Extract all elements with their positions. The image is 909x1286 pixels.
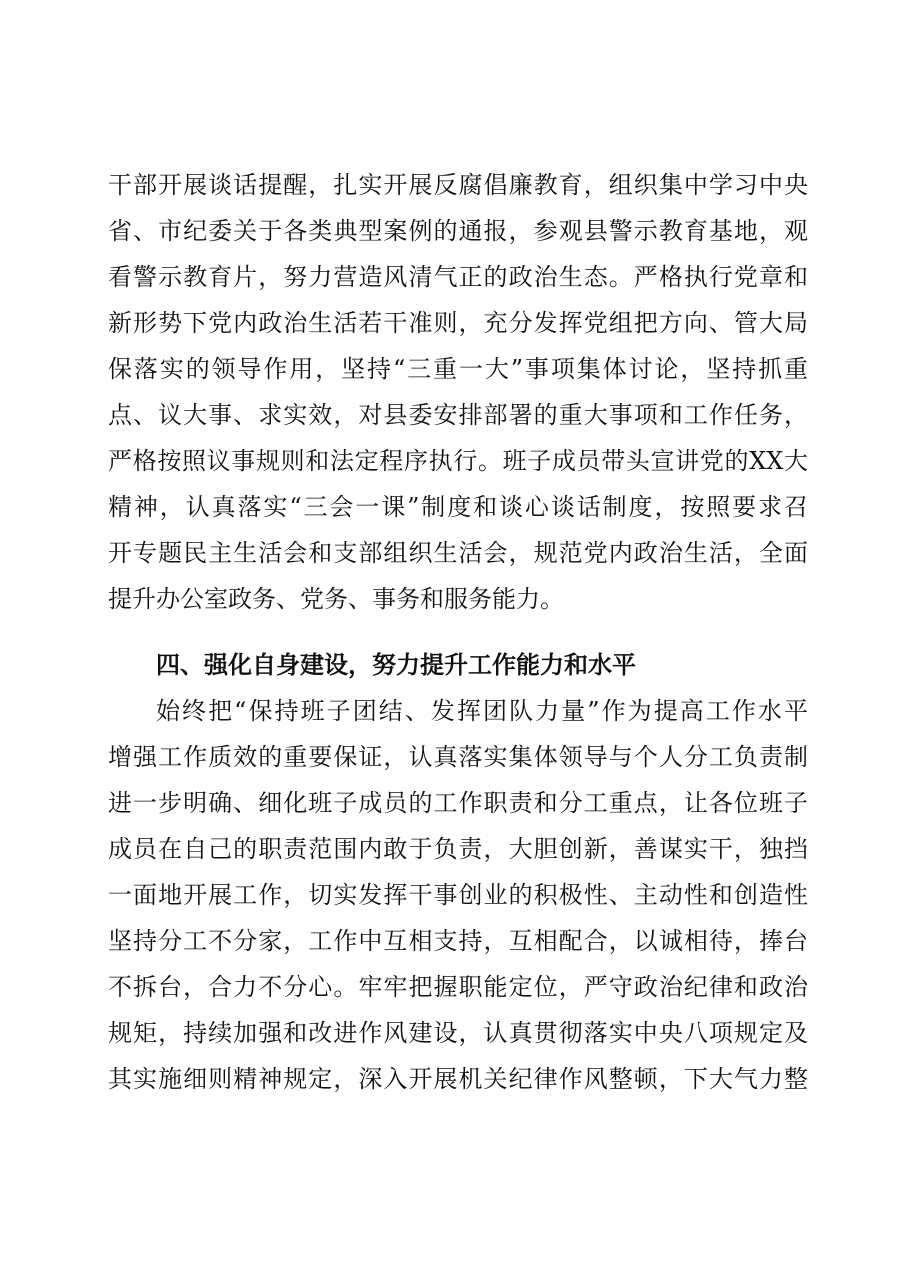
- text-line: 提升办公室政务、党务、事务和服务能力。: [108, 585, 564, 613]
- text-line: 严格按照议事规则和法定程序执行。班子成员带头宣讲党的XX大: [108, 447, 808, 475]
- text-line: 其实施细则精神规定，深入开展机关纪律作风整顿，下大气力整: [108, 1065, 808, 1093]
- text-line: 精神，认真落实“三会一课”制度和谈心谈话制度，按照要求召: [108, 493, 808, 521]
- text-line: 一面地开展工作，切实发挥干事创业的积极性、主动性和创造性: [108, 881, 808, 909]
- text-line: 始终把“保持班子团结、发挥团队力量”作为提高工作水平: [156, 697, 808, 725]
- text-line: 进一步明确、细化班子成员的工作职责和分工重点，让各位班子: [108, 789, 808, 817]
- text-line: 干部开展谈话提醒，扎实开展反腐倡廉教育，组织集中学习中央: [108, 171, 808, 199]
- text-line: 开专题民主生活会和支部组织生活会，规范党内政治生活，全面: [108, 539, 808, 567]
- text-line: 增强工作质效的重要保证，认真落实集体领导与个人分工负责制: [108, 743, 808, 771]
- text-line: 点、议大事、求实效，对县委安排部署的重大事项和工作任务，: [108, 401, 808, 429]
- text-line: 规矩，持续加强和改进作风建设，认真贯彻落实中央八项规定及: [108, 1019, 808, 1047]
- text-line: 看警示教育片，努力营造风清气正的政治生态。严格执行党章和: [108, 263, 808, 291]
- text-line: 成员在自己的职责范围内敢于负责，大胆创新，善谋实干，独挡: [108, 835, 808, 863]
- text-line: 保落实的领导作用，坚持“三重一大”事项集体讨论，坚持抓重: [108, 355, 808, 383]
- paragraph-party-building: [108, 162, 808, 622]
- text-line: 坚持分工不分家，工作中互相支持，互相配合，以诚相待，捧台: [108, 927, 808, 955]
- text-line: 省、市纪委关于各类典型案例的通报，参观县警示教育基地，观: [108, 217, 808, 245]
- section-four: [108, 642, 808, 1102]
- text-line: 新形势下党内政治生活若干准则，充分发挥党组把方向、管大局: [108, 309, 808, 337]
- text-line: 不拆台，合力不分心。牢牢把握职能定位，严守政治纪律和政治: [108, 973, 808, 1001]
- section-heading: 四、强化自身建设，努力提升工作能力和水平: [156, 651, 636, 679]
